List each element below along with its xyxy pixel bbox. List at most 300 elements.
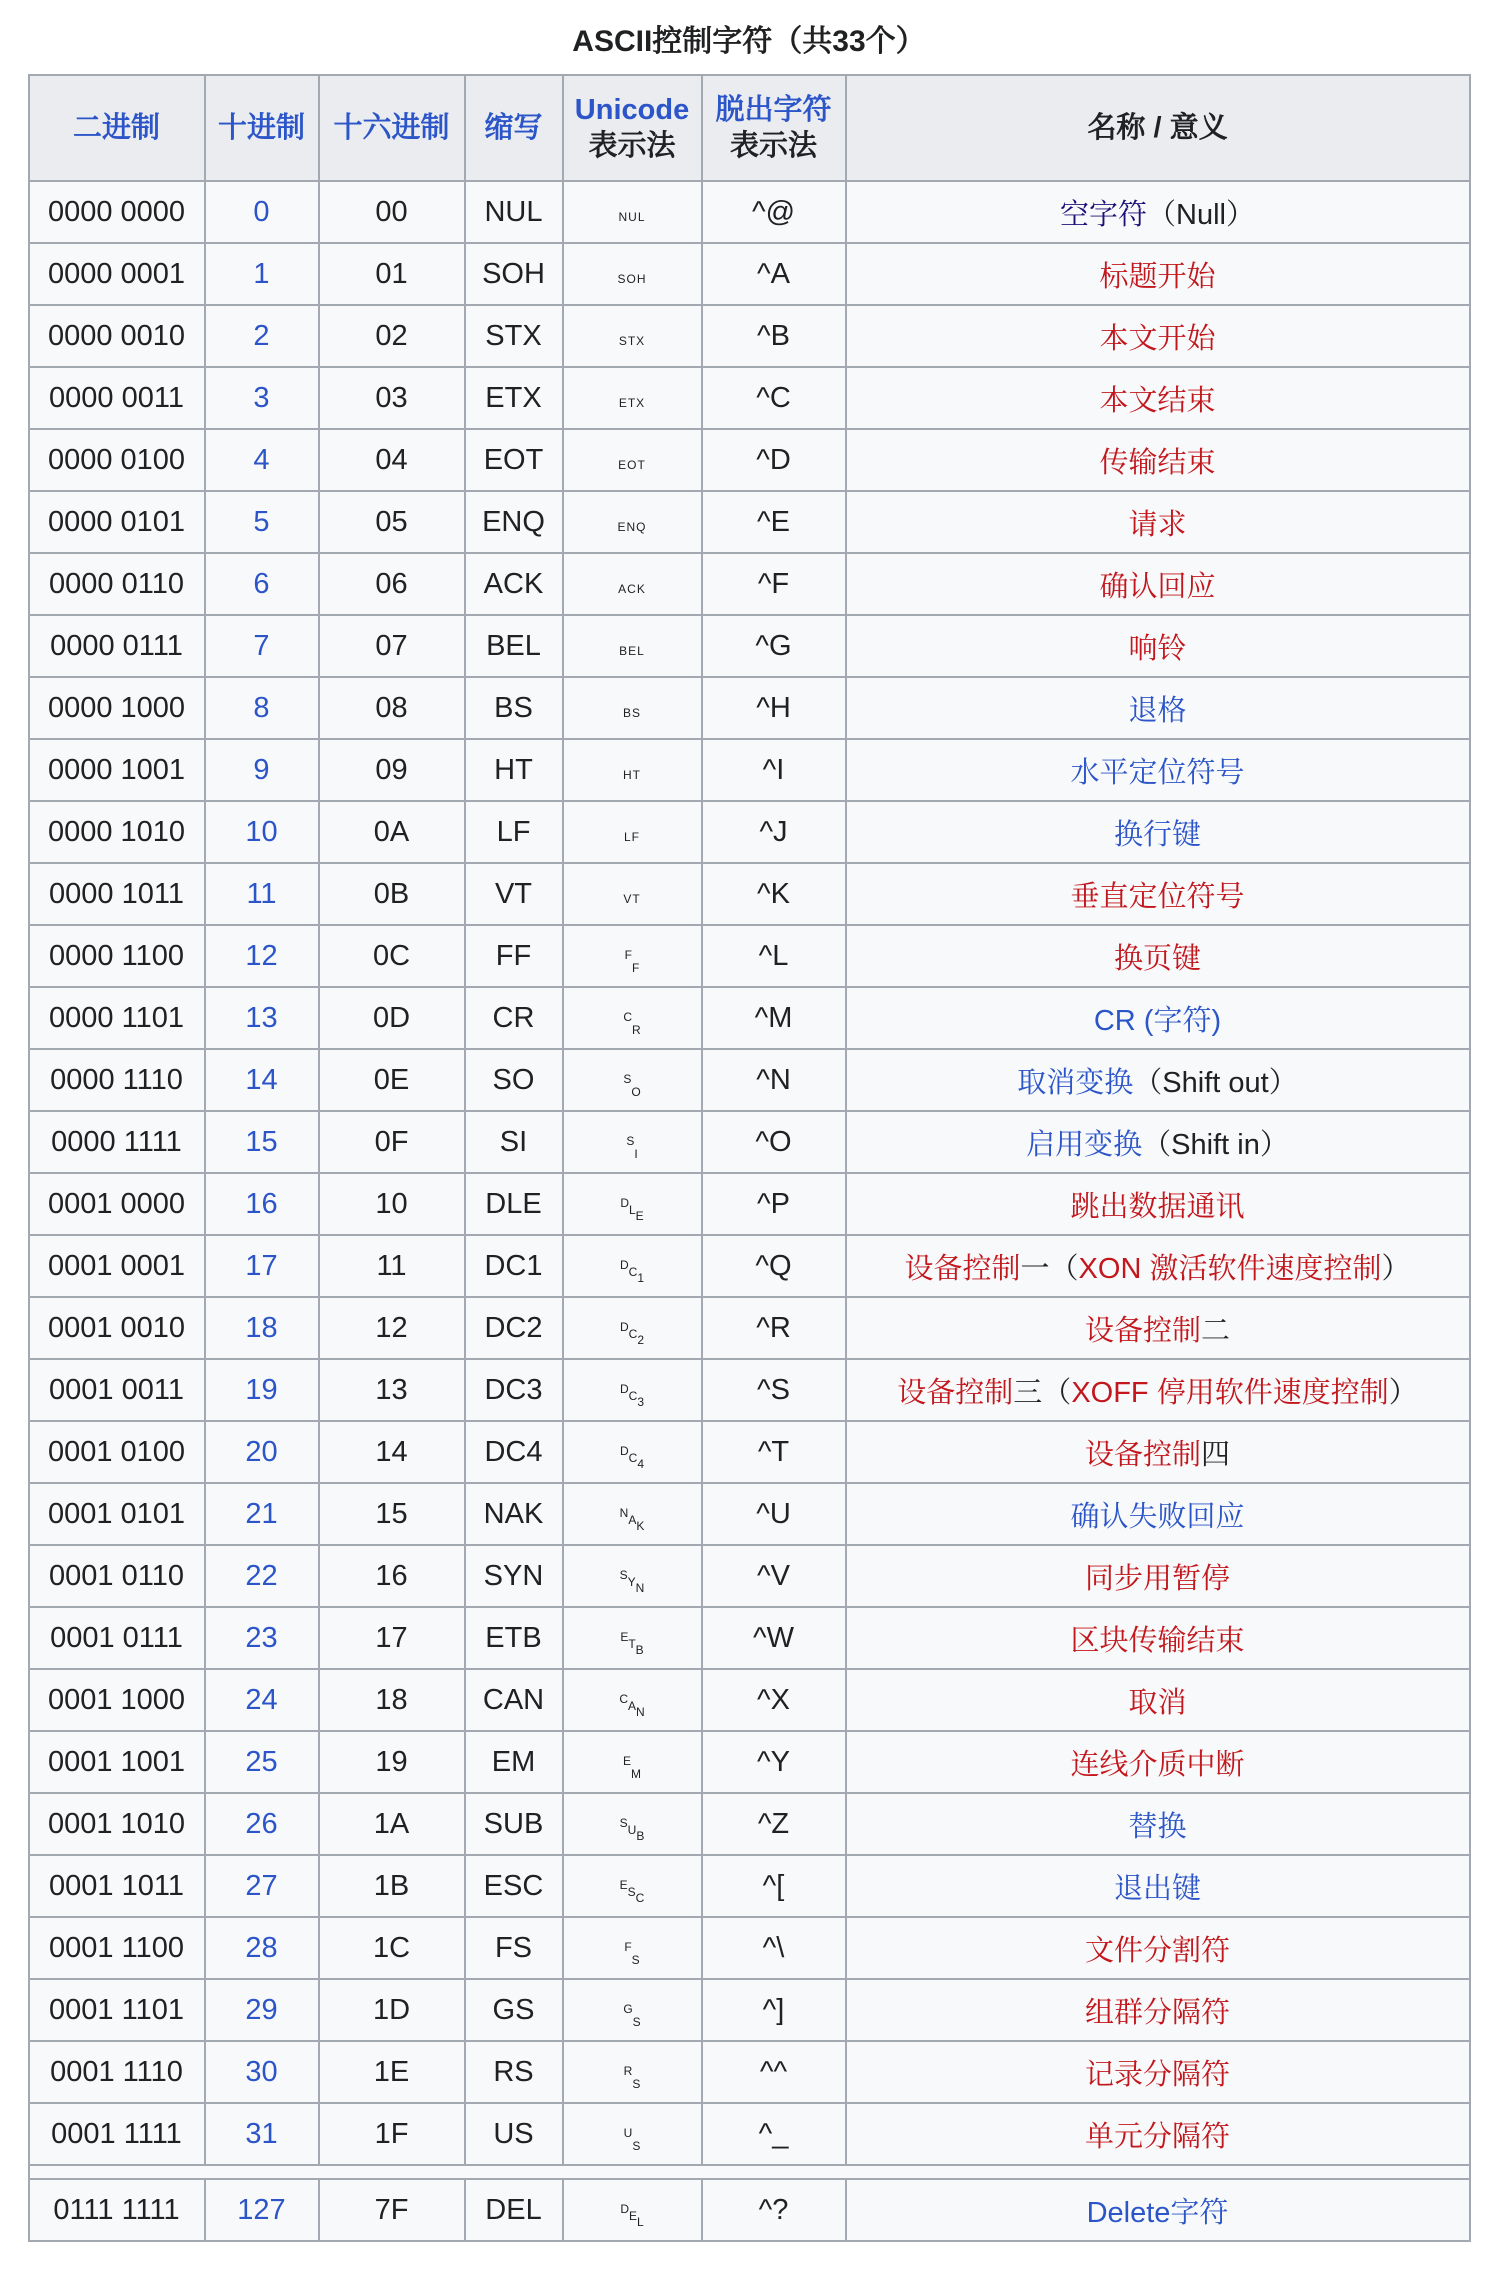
name-cell (846, 1793, 1470, 1855)
decimal-link[interactable]: 16 (245, 1187, 278, 1220)
name-cell (846, 739, 1470, 801)
hex-cell: 02 (319, 305, 465, 367)
name-link[interactable]: 本文结束 (1099, 384, 1216, 417)
unicode-symbol-icon: ACK (618, 581, 646, 596)
unicode-glyph-cell (563, 925, 702, 987)
name-link[interactable]: 本文开始 (1099, 322, 1216, 355)
table-row (29, 1917, 1470, 1979)
name-cell (846, 553, 1470, 615)
name-cell (846, 1111, 1470, 1173)
decimal-link[interactable]: 27 (245, 1869, 278, 1902)
binary-cell: 0001 0010 (29, 1297, 205, 1359)
hex-cell: 11 (319, 1235, 465, 1297)
unicode-symbol-icon: DC4 (619, 1443, 645, 1471)
unicode-symbol-icon: SO (623, 1071, 641, 1099)
binary-cell: 0001 1110 (29, 2041, 205, 2103)
binary-cell: 0000 0101 (29, 491, 205, 553)
table-row (29, 1421, 1470, 1483)
col-header-escape (702, 75, 846, 181)
name-cell (846, 1607, 1470, 1669)
decimal-cell (205, 553, 319, 615)
name-link[interactable]: 跳出数据通讯 (1070, 1190, 1245, 1223)
col-header-decimal (205, 75, 319, 181)
name-cell (846, 925, 1470, 987)
table-row (29, 553, 1470, 615)
col-header-name: 名称 / 意义 (846, 75, 1470, 181)
name-link[interactable]: 请求 (1128, 508, 1187, 541)
name-link[interactable]: 水平定位符号 (1070, 756, 1245, 789)
table-row (29, 2179, 1470, 2241)
escape-cell: ^J (702, 801, 846, 863)
unicode-glyph-cell (563, 491, 702, 553)
abbr-cell: ESC (465, 1855, 563, 1917)
name-text: ） (1388, 1376, 1418, 1409)
name-cell (846, 305, 1470, 367)
hex-cell: 17 (319, 1607, 465, 1669)
name-link[interactable]: XOFF 停用软件速度控制 (1071, 1376, 1389, 1409)
name-cell (846, 987, 1470, 1049)
table-row (29, 1545, 1470, 1607)
unicode-glyph-cell (563, 1049, 702, 1111)
unicode-glyph-cell (563, 1111, 702, 1173)
decimal-cell (205, 305, 319, 367)
name-link[interactable]: 设备控制 (1084, 1314, 1201, 1347)
decimal-link[interactable]: 28 (245, 1931, 278, 1964)
name-link[interactable]: CR (字符) (1093, 1004, 1222, 1037)
col-header-binary-link[interactable]: 二进制 (72, 111, 160, 144)
name-cell (846, 429, 1470, 491)
name-link[interactable]: 响铃 (1128, 632, 1187, 665)
table-row (29, 739, 1470, 801)
name-text: ） (1381, 1252, 1411, 1285)
unicode-glyph-cell (563, 305, 702, 367)
unicode-symbol-icon: VT (623, 891, 641, 906)
name-link[interactable]: 设备控制 (897, 1376, 1014, 1409)
name-text: （Shift in） (1142, 1128, 1289, 1161)
decimal-cell (205, 1483, 319, 1545)
binary-cell: 0001 1001 (29, 1731, 205, 1793)
unicode-symbol-icon: LF (623, 829, 640, 844)
hex-cell: 18 (319, 1669, 465, 1731)
binary-cell: 0000 1000 (29, 677, 205, 739)
name-cell (846, 1483, 1470, 1545)
escape-cell: ^K (702, 863, 846, 925)
table-row (29, 1793, 1470, 1855)
decimal-link[interactable]: 127 (237, 2193, 286, 2226)
decimal-cell (205, 1359, 319, 1421)
unicode-glyph-cell (563, 1793, 702, 1855)
abbr-cell: DC2 (465, 1297, 563, 1359)
binary-cell: 0001 1111 (29, 2103, 205, 2165)
unicode-symbol-icon: STX (618, 333, 646, 348)
col-header-abbr (465, 75, 563, 181)
decimal-cell (205, 429, 319, 491)
decimal-link[interactable]: 21 (245, 1497, 278, 1530)
name-link[interactable]: 文件分割符 (1084, 1934, 1230, 1967)
binary-cell: 0001 1100 (29, 1917, 205, 1979)
name-cell (846, 2041, 1470, 2103)
binary-cell: 0001 0011 (29, 1359, 205, 1421)
decimal-cell (205, 863, 319, 925)
unicode-glyph-cell (563, 1545, 702, 1607)
name-link[interactable]: 同步用暂停 (1084, 1562, 1230, 1595)
decimal-cell (205, 1731, 319, 1793)
unicode-glyph-cell (563, 2179, 702, 2241)
abbr-cell: GS (465, 1979, 563, 2041)
unicode-glyph-cell (563, 1669, 702, 1731)
name-text: （Null） (1147, 198, 1255, 231)
decimal-link[interactable]: 25 (245, 1745, 278, 1778)
escape-cell: ^R (702, 1297, 846, 1359)
hex-cell: 01 (319, 243, 465, 305)
hex-cell: 1D (319, 1979, 465, 2041)
name-cell (846, 1359, 1470, 1421)
binary-cell: 0001 1011 (29, 1855, 205, 1917)
decimal-cell (205, 1049, 319, 1111)
abbr-cell: EM (465, 1731, 563, 1793)
name-cell (846, 863, 1470, 925)
decimal-link[interactable]: 24 (245, 1683, 278, 1716)
binary-cell: 0000 0011 (29, 367, 205, 429)
abbr-cell: ENQ (465, 491, 563, 553)
name-link[interactable]: 设备控制 (904, 1252, 1021, 1285)
decimal-link[interactable]: 13 (245, 1001, 278, 1034)
decimal-link[interactable]: 2 (253, 319, 270, 352)
abbr-cell: SO (465, 1049, 563, 1111)
name-link[interactable]: 取消 (1128, 1686, 1187, 1719)
decimal-link[interactable]: 4 (253, 443, 270, 476)
abbr-cell: CAN (465, 1669, 563, 1731)
unicode-glyph-cell (563, 1235, 702, 1297)
hex-cell: 07 (319, 615, 465, 677)
name-cell (846, 1917, 1470, 1979)
unicode-symbol-icon: DC2 (619, 1319, 645, 1347)
table-row (29, 615, 1470, 677)
decimal-link[interactable]: 7 (253, 629, 270, 662)
decimal-link[interactable]: 11 (246, 877, 277, 910)
hex-cell: 06 (319, 553, 465, 615)
abbr-cell: HT (465, 739, 563, 801)
decimal-link[interactable]: 9 (253, 753, 270, 786)
escape-cell: ^_ (702, 2103, 846, 2165)
decimal-cell (205, 1917, 319, 1979)
escape-cell: ^H (702, 677, 846, 739)
abbr-cell: VT (465, 863, 563, 925)
abbr-cell: BS (465, 677, 563, 739)
unicode-symbol-icon: FF (624, 947, 640, 975)
name-cell (846, 1979, 1470, 2041)
abbr-cell: US (465, 2103, 563, 2165)
decimal-link[interactable]: 14 (245, 1063, 278, 1096)
decimal-link[interactable]: 12 (245, 939, 278, 972)
decimal-link[interactable]: 20 (245, 1435, 278, 1468)
binary-cell: 0111 1111 (29, 2179, 205, 2241)
name-link[interactable]: 换页键 (1113, 942, 1201, 975)
decimal-link[interactable]: 15 (245, 1125, 278, 1158)
unicode-symbol-icon: DLE (620, 1195, 644, 1223)
binary-cell: 0000 1111 (29, 1111, 205, 1173)
abbr-cell: CR (465, 987, 563, 1049)
decimal-cell (205, 367, 319, 429)
abbr-cell: ACK (465, 553, 563, 615)
name-link[interactable]: 区块传输结束 (1070, 1624, 1245, 1657)
binary-cell: 0001 0100 (29, 1421, 205, 1483)
decimal-link[interactable]: 31 (245, 2117, 278, 2150)
decimal-link[interactable]: 3 (253, 381, 270, 414)
unicode-symbol-icon: EOT (618, 457, 646, 472)
separator-cell (29, 2165, 1470, 2179)
escape-cell: ^T (702, 1421, 846, 1483)
unicode-glyph-cell (563, 1483, 702, 1545)
escape-cell: ^] (702, 1979, 846, 2041)
hex-cell: 1B (319, 1855, 465, 1917)
escape-cell: ^W (702, 1607, 846, 1669)
unicode-glyph-cell (563, 1359, 702, 1421)
col-header-unicode-sub: 表示法 (588, 130, 676, 162)
decimal-cell (205, 739, 319, 801)
name-link[interactable]: 启用变换 (1026, 1128, 1143, 1161)
col-header-hex-link[interactable]: 十六进制 (333, 111, 450, 144)
binary-cell: 0000 0111 (29, 615, 205, 677)
name-cell (846, 1545, 1470, 1607)
decimal-link[interactable]: 18 (245, 1311, 278, 1344)
unicode-symbol-icon: CAN (619, 1691, 645, 1719)
name-link[interactable]: 传输结束 (1099, 446, 1216, 479)
name-cell (846, 1421, 1470, 1483)
binary-cell: 0001 0001 (29, 1235, 205, 1297)
col-header-unicode-link[interactable]: Unicode (574, 93, 690, 126)
name-cell (846, 615, 1470, 677)
escape-cell: ^[ (702, 1855, 846, 1917)
table-row (29, 1731, 1470, 1793)
decimal-cell (205, 491, 319, 553)
binary-cell: 0001 0111 (29, 1607, 205, 1669)
abbr-cell: DEL (465, 2179, 563, 2241)
hex-cell: 1E (319, 2041, 465, 2103)
name-cell (846, 801, 1470, 863)
unicode-symbol-icon: ETB (620, 1629, 644, 1657)
name-link[interactable]: 单元分隔符 (1084, 2120, 1230, 2153)
hex-cell: 7F (319, 2179, 465, 2241)
name-cell (846, 1173, 1470, 1235)
decimal-cell (205, 925, 319, 987)
table-row (29, 1173, 1470, 1235)
decimal-link[interactable]: 30 (245, 2055, 278, 2088)
escape-cell: ^U (702, 1483, 846, 1545)
unicode-symbol-icon: SI (626, 1133, 638, 1161)
abbr-cell: FF (465, 925, 563, 987)
binary-cell: 0001 1010 (29, 1793, 205, 1855)
decimal-cell (205, 2041, 319, 2103)
abbr-cell: DC1 (465, 1235, 563, 1297)
unicode-glyph-cell (563, 243, 702, 305)
name-link[interactable]: XON 激活软件速度控制 (1078, 1252, 1382, 1285)
unicode-glyph-cell (563, 2041, 702, 2103)
name-cell (846, 1235, 1470, 1297)
hex-cell: 03 (319, 367, 465, 429)
hex-cell: 00 (319, 181, 465, 243)
hex-cell: 04 (319, 429, 465, 491)
table-row (29, 1855, 1470, 1917)
hex-cell: 1F (319, 2103, 465, 2165)
decimal-link[interactable]: 0 (253, 195, 270, 228)
hex-cell: 0E (319, 1049, 465, 1111)
table-row (29, 1235, 1470, 1297)
unicode-glyph-cell (563, 987, 702, 1049)
unicode-glyph-cell (563, 1979, 702, 2041)
binary-cell: 0001 1000 (29, 1669, 205, 1731)
escape-cell: ^O (702, 1111, 846, 1173)
col-header-abbr-link[interactable]: 缩写 (484, 111, 543, 144)
decimal-link[interactable]: 29 (245, 1993, 278, 2026)
name-link[interactable]: 确认回应 (1099, 570, 1216, 603)
decimal-cell (205, 243, 319, 305)
decimal-link[interactable]: 23 (245, 1621, 278, 1654)
name-link[interactable]: 组群分隔符 (1084, 1996, 1230, 2029)
name-link[interactable]: 确认失败回应 (1070, 1500, 1245, 1533)
separator-row (29, 2165, 1470, 2179)
table-row (29, 1607, 1470, 1669)
col-header-decimal-link[interactable]: 十进制 (217, 111, 305, 144)
abbr-cell: ETX (465, 367, 563, 429)
name-text: 二 (1201, 1314, 1231, 1347)
decimal-link[interactable]: 8 (253, 691, 270, 724)
abbr-cell: NUL (465, 181, 563, 243)
unicode-symbol-icon: SOH (617, 271, 647, 286)
unicode-symbol-icon: HT (623, 767, 641, 782)
unicode-symbol-icon: DC3 (619, 1381, 645, 1409)
table-row (29, 2103, 1470, 2165)
hex-cell: 13 (319, 1359, 465, 1421)
decimal-cell (205, 1297, 319, 1359)
name-link[interactable]: Delete字符 (1086, 2196, 1229, 2229)
decimal-cell (205, 615, 319, 677)
hex-cell: 1A (319, 1793, 465, 1855)
hex-cell: 09 (319, 739, 465, 801)
unicode-glyph-cell (563, 181, 702, 243)
decimal-cell (205, 1235, 319, 1297)
unicode-glyph-cell (563, 1607, 702, 1669)
name-link[interactable]: 垂直定位符号 (1070, 880, 1245, 913)
name-cell (846, 491, 1470, 553)
name-link[interactable]: 标题开始 (1099, 260, 1216, 293)
abbr-cell: DC4 (465, 1421, 563, 1483)
decimal-cell (205, 2103, 319, 2165)
escape-cell: ^F (702, 553, 846, 615)
escape-cell: ^@ (702, 181, 846, 243)
binary-cell: 0001 0000 (29, 1173, 205, 1235)
unicode-symbol-icon: FS (624, 1939, 640, 1967)
table-row (29, 367, 1470, 429)
unicode-glyph-cell (563, 1917, 702, 1979)
name-link[interactable]: 退出键 (1113, 1872, 1201, 1905)
unicode-symbol-icon: SUB (619, 1815, 645, 1843)
name-cell (846, 243, 1470, 305)
abbr-cell: EOT (465, 429, 563, 491)
name-link[interactable]: 取消变换 (1017, 1066, 1134, 1099)
abbr-cell: DC3 (465, 1359, 563, 1421)
hex-cell: 0A (319, 801, 465, 863)
unicode-symbol-icon: ESC (619, 1877, 645, 1905)
hex-cell: 12 (319, 1297, 465, 1359)
escape-cell: ^N (702, 1049, 846, 1111)
binary-cell: 0000 0010 (29, 305, 205, 367)
unicode-glyph-cell (563, 739, 702, 801)
decimal-cell (205, 1421, 319, 1483)
table-row (29, 1669, 1470, 1731)
binary-cell: 0001 0101 (29, 1483, 205, 1545)
decimal-link[interactable]: 26 (245, 1807, 278, 1840)
unicode-glyph-cell (563, 1855, 702, 1917)
name-link[interactable]: 退格 (1128, 694, 1187, 727)
col-header-binary (29, 75, 205, 181)
name-cell (846, 677, 1470, 739)
decimal-link[interactable]: 10 (245, 815, 278, 848)
decimal-link[interactable]: 22 (245, 1559, 278, 1592)
escape-cell: ^X (702, 1669, 846, 1731)
table-row (29, 925, 1470, 987)
name-cell (846, 2179, 1470, 2241)
binary-cell: 0001 0110 (29, 1545, 205, 1607)
decimal-link[interactable]: 19 (245, 1373, 278, 1406)
abbr-cell: NAK (465, 1483, 563, 1545)
unicode-symbol-icon: BEL (619, 643, 645, 658)
table-row (29, 987, 1470, 1049)
escape-cell: ^Y (702, 1731, 846, 1793)
unicode-symbol-icon: ETX (618, 395, 646, 410)
name-link[interactable]: 连线介质中断 (1070, 1748, 1245, 1781)
abbr-cell: SYN (465, 1545, 563, 1607)
table-row (29, 305, 1470, 367)
decimal-link[interactable]: 6 (253, 567, 270, 600)
hex-cell: 15 (319, 1483, 465, 1545)
name-link[interactable]: 替换 (1128, 1810, 1187, 1843)
col-header-escape-link[interactable]: 脱出字符 (715, 93, 832, 126)
decimal-cell (205, 2179, 319, 2241)
name-text: 三（ (1013, 1376, 1072, 1409)
decimal-link[interactable]: 1 (253, 257, 270, 290)
hex-cell: 05 (319, 491, 465, 553)
unicode-glyph-cell (563, 677, 702, 739)
hex-cell: 1C (319, 1917, 465, 1979)
decimal-cell (205, 1793, 319, 1855)
abbr-cell: DLE (465, 1173, 563, 1235)
unicode-glyph-cell (563, 429, 702, 491)
name-text: （Shift out） (1133, 1066, 1298, 1099)
name-cell (846, 1297, 1470, 1359)
binary-cell: 0000 0001 (29, 243, 205, 305)
hex-cell: 14 (319, 1421, 465, 1483)
decimal-cell (205, 1979, 319, 2041)
ascii-control-table (28, 74, 1471, 2242)
col-header-hex (319, 75, 465, 181)
unicode-symbol-icon: US (623, 2125, 641, 2153)
binary-cell: 0000 1001 (29, 739, 205, 801)
unicode-symbol-icon: RS (623, 2063, 641, 2091)
binary-cell: 0000 0000 (29, 181, 205, 243)
unicode-symbol-icon: BS (622, 705, 641, 720)
decimal-link[interactable]: 5 (253, 505, 270, 538)
name-link[interactable]: 换行键 (1113, 818, 1201, 851)
escape-cell: ^A (702, 243, 846, 305)
escape-cell: ^? (702, 2179, 846, 2241)
name-link[interactable]: 空字符 (1060, 198, 1148, 231)
abbr-cell: SOH (465, 243, 563, 305)
name-link[interactable]: 记录分隔符 (1084, 2058, 1230, 2091)
decimal-link[interactable]: 17 (245, 1249, 278, 1282)
name-link[interactable]: 设备控制 (1084, 1438, 1201, 1471)
escape-cell: ^^ (702, 2041, 846, 2103)
